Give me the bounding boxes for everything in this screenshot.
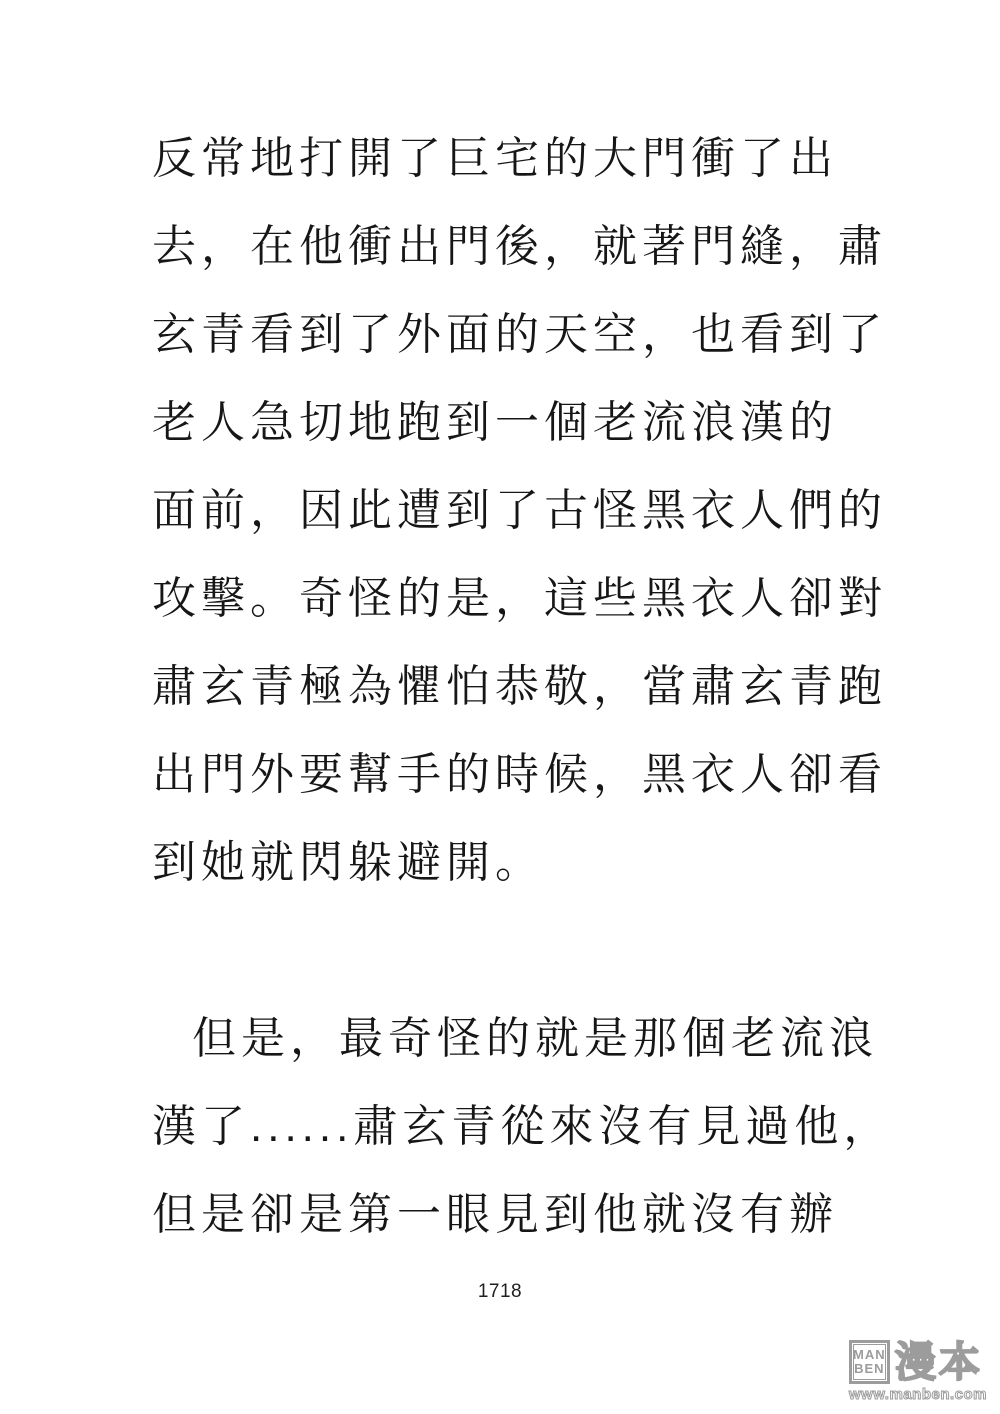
page-number: 1718 xyxy=(477,1281,523,1302)
text-line: 肅玄青極為懼怕恭敬，當肅玄青跑 xyxy=(152,662,887,711)
manben-watermark xyxy=(849,1340,987,1403)
text-line: 出門外要幫手的時候，黑衣人卻看 xyxy=(152,750,887,799)
text-line: 面前，因此遭到了古怪黑衣人們的 xyxy=(152,486,887,535)
text-line: 反常地打開了巨宅的大門衝了出 xyxy=(152,134,838,183)
text-line: 到她就閃躲避開。 xyxy=(152,838,544,887)
manben-url: www.manben.com xyxy=(848,1386,987,1403)
text-line: 老人急切地跑到一個老流浪漢的 xyxy=(152,398,838,447)
text-line: 但是卻是第一眼見到他就沒有辦 xyxy=(152,1190,838,1239)
manben-logo-icon xyxy=(849,1340,890,1384)
text-line: 去，在他衝出門後，就著門縫，肅 xyxy=(152,222,887,271)
logo-text-ben: BEN xyxy=(854,1361,885,1376)
logo-text-man: MAN xyxy=(853,1347,886,1362)
text-line: 但是，最奇怪的就是那個老流浪 xyxy=(192,1014,878,1063)
text-line: 漢了......肅玄青從來沒有見過他， xyxy=(152,1102,893,1151)
manben-logo-row xyxy=(849,1340,987,1384)
manben-logo-cjk: 漫本 xyxy=(894,1339,983,1385)
body-text xyxy=(152,115,952,1259)
text-line: 攻擊。奇怪的是，這些黑衣人卻對 xyxy=(152,574,887,623)
text-line: 玄青看到了外面的天空，也看到了 xyxy=(152,310,887,359)
